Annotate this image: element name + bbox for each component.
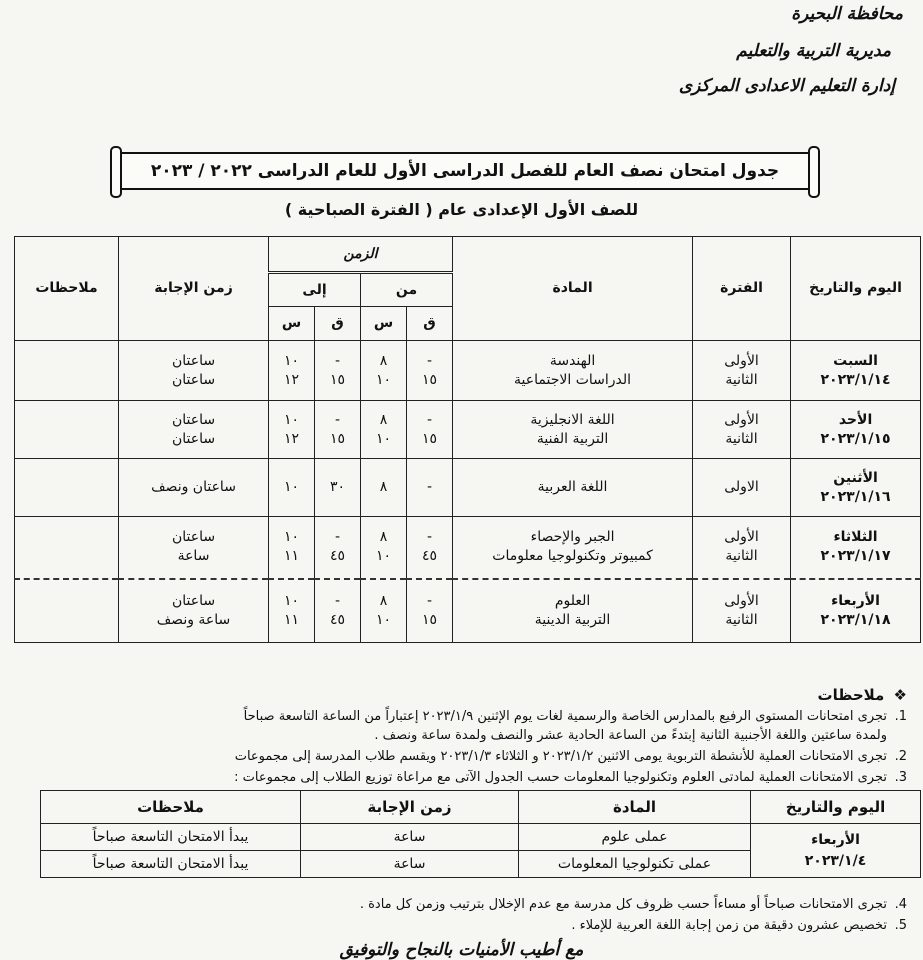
table-row bbox=[15, 341, 921, 401]
to-minutes-cell bbox=[315, 401, 361, 459]
period-value: الثانية bbox=[725, 611, 758, 628]
note-item-2 bbox=[27, 748, 907, 766]
header-period: الفترة bbox=[693, 237, 791, 341]
subject-value: الجبر والإحصاء bbox=[530, 529, 615, 546]
time-value: - bbox=[427, 529, 433, 546]
time-value: ٤٥ bbox=[330, 611, 346, 628]
subject-value: اللغة العربية bbox=[537, 479, 608, 496]
from-minutes-cell bbox=[407, 459, 453, 517]
practical-header-duration: زمن الإجابة bbox=[301, 791, 519, 824]
to-hours-cell bbox=[269, 579, 315, 643]
subject-cell bbox=[453, 401, 693, 459]
from-hours-cell bbox=[361, 459, 407, 517]
period-cell bbox=[693, 401, 791, 459]
page-title: جدول امتحان نصف العام للفصل الدراسى الأول للعام الدراسى ٢٠٢٢ / ٢٠٢٣ bbox=[150, 161, 780, 181]
note-text: تجرى الامتحانات العملية لمادتى العلوم وتكنولوجيا المعلومات حسب الجدول الآتى مع مراعاة توزيع الطلاب إلى مجموعات : bbox=[234, 770, 887, 785]
time-value: - bbox=[427, 411, 433, 428]
subject-cell bbox=[453, 517, 693, 579]
note-text: تجرى امتحانات المستوى الرفيع بالمدارس الخاصة والرسمية لغات يوم الإثنين ٢٠٢٣/١/٩ إعتباراً من الساعة التاسعة صباحاً bbox=[243, 709, 887, 724]
practical-subject: عملى علوم bbox=[519, 824, 751, 851]
time-value: ١١ bbox=[284, 548, 300, 565]
period-cell bbox=[693, 579, 791, 643]
header-to-minutes: ق bbox=[315, 307, 361, 341]
period-value: الثانية bbox=[725, 548, 758, 565]
to-hours-cell bbox=[269, 517, 315, 579]
duration-value: ساعتان bbox=[171, 371, 216, 388]
time-value: ٨ bbox=[379, 592, 388, 609]
from-minutes-cell bbox=[407, 579, 453, 643]
practical-day-date-cell bbox=[751, 824, 921, 878]
table-row bbox=[15, 517, 921, 579]
time-value: ١٢ bbox=[284, 430, 300, 447]
time-value: ٤٥ bbox=[422, 548, 438, 565]
duration-cell bbox=[119, 517, 269, 579]
practical-subject: عملى تكنولوجيا المعلومات bbox=[519, 851, 751, 878]
time-value: ١٠ bbox=[284, 352, 300, 369]
page-subtitle: للصف الأول الإعدادى عام ( الفترة الصباحية ) bbox=[284, 200, 639, 219]
day-date-cell bbox=[791, 341, 921, 401]
subject-value: التربية الفنية bbox=[536, 430, 609, 447]
time-value: ١٠ bbox=[284, 411, 300, 428]
time-value: - bbox=[427, 352, 433, 369]
header-notes: ملاحظات bbox=[15, 237, 119, 341]
period-value: الأولى bbox=[724, 529, 759, 546]
day-date-cell bbox=[791, 517, 921, 579]
notes-cell bbox=[15, 517, 119, 579]
note-number: 1. bbox=[894, 709, 907, 724]
day-name: الأحد bbox=[838, 411, 873, 428]
from-hours-cell bbox=[361, 517, 407, 579]
note-text: تجرى الامتحانات العملية للأنشطة التربوية يومى الاثنين ٢٠٢٣/١/٢ و الثلاثاء ٢٠٢٣/١/٣ ويقسم طلاب المدرسة إلى مجموعات bbox=[234, 749, 887, 764]
note-item-5 bbox=[27, 918, 907, 933]
table-row bbox=[41, 824, 921, 851]
time-value: ١٢ bbox=[284, 371, 300, 388]
time-value: - bbox=[427, 479, 433, 496]
diamond-bullet-icon: ❖ bbox=[893, 686, 907, 704]
day-name: الأربعاء bbox=[831, 592, 880, 609]
subject-value: التربية الدينية bbox=[534, 611, 611, 628]
notes-heading bbox=[818, 686, 908, 704]
time-value: - bbox=[335, 529, 341, 546]
note-text: تجرى الامتحانات صباحاً أو مساءاً حسب ظروف كل مدرسة مع عدم الإخلال بترتيب وزمن كل مادة . bbox=[359, 897, 887, 912]
time-value: ٨ bbox=[379, 529, 388, 546]
time-value: ٨ bbox=[379, 352, 388, 369]
notes-cell bbox=[15, 459, 119, 517]
note-item-3 bbox=[27, 769, 907, 787]
subject-value: الهندسة bbox=[549, 352, 596, 369]
period-value: الاولى bbox=[724, 479, 759, 496]
subject-cell bbox=[453, 459, 693, 517]
subject-value: العلوم bbox=[554, 592, 591, 609]
day-name: السبت bbox=[833, 352, 878, 369]
duration-cell bbox=[119, 579, 269, 643]
time-value: ١٠ bbox=[376, 430, 392, 447]
period-value: الأولى bbox=[724, 411, 759, 428]
period-value: الأولى bbox=[724, 352, 759, 369]
to-minutes-cell bbox=[315, 579, 361, 643]
time-value: ١٠ bbox=[284, 479, 300, 496]
header-to-hours: س bbox=[269, 307, 315, 341]
duration-value: ساعتان bbox=[171, 352, 216, 369]
note-number: 2. bbox=[894, 749, 907, 764]
time-value: ١٥ bbox=[422, 611, 438, 628]
header-to: إلى bbox=[269, 273, 361, 307]
subject-value: اللغة الانجليزية bbox=[530, 411, 615, 428]
period-cell bbox=[693, 517, 791, 579]
from-minutes-cell bbox=[407, 401, 453, 459]
duration-value: ساعة bbox=[177, 548, 210, 565]
note-item-1 bbox=[27, 708, 907, 726]
header-day-date: اليوم والتاريخ bbox=[791, 237, 921, 341]
administration-name: إدارة التعليم الاعدادى المركزى bbox=[678, 76, 895, 96]
time-value: ١٥ bbox=[422, 371, 438, 388]
day-name: الأثنين bbox=[833, 469, 878, 486]
practical-duration: ساعة bbox=[301, 824, 519, 851]
period-cell bbox=[693, 341, 791, 401]
practical-header-notes: ملاحظات bbox=[41, 791, 301, 824]
subject-cell bbox=[453, 341, 693, 401]
time-value: ٣٠ bbox=[330, 479, 346, 496]
table-row bbox=[15, 579, 921, 643]
exam-date: ٢٠٢٣/١/١٤ bbox=[820, 371, 891, 388]
note-number: 5. bbox=[894, 918, 907, 933]
note-number: 4. bbox=[894, 897, 907, 912]
time-value: ١٥ bbox=[422, 430, 438, 447]
to-hours-cell bbox=[269, 401, 315, 459]
notes-cell bbox=[15, 579, 119, 643]
duration-cell bbox=[119, 341, 269, 401]
practical-note: يبدأ الامتحان التاسعة صباحاً bbox=[41, 824, 301, 851]
from-minutes-cell bbox=[407, 341, 453, 401]
duration-value: ساعة ونصف bbox=[156, 611, 231, 628]
subject-cell bbox=[453, 579, 693, 643]
duration-cell bbox=[119, 401, 269, 459]
practical-exam-table bbox=[40, 790, 921, 878]
exam-date: ٢٠٢٣/١/١٧ bbox=[820, 548, 891, 565]
closing-wishes: مع أطيب الأمنيات بالنجاح والتوفيق bbox=[339, 940, 584, 960]
day-date-cell bbox=[791, 579, 921, 643]
note-item-1-continued bbox=[27, 727, 887, 745]
practical-header-subject: المادة bbox=[519, 791, 751, 824]
to-minutes-cell bbox=[315, 341, 361, 401]
from-hours-cell bbox=[361, 401, 407, 459]
duration-value: ساعتان ونصف bbox=[151, 479, 236, 496]
header-from-minutes: ق bbox=[407, 307, 453, 341]
exam-schedule-table bbox=[14, 236, 921, 643]
day-name: الأربعاء bbox=[811, 831, 860, 848]
practical-note: يبدأ الامتحان التاسعة صباحاً bbox=[41, 851, 301, 878]
title-banner bbox=[118, 152, 812, 190]
table-row bbox=[15, 459, 921, 517]
directorate-name: مديرية التربية والتعليم bbox=[736, 41, 891, 61]
time-value: ١١ bbox=[284, 611, 300, 628]
time-value: - bbox=[335, 411, 341, 428]
header-block bbox=[679, 6, 905, 95]
note-item-4 bbox=[27, 897, 907, 912]
practical-duration: ساعة bbox=[301, 851, 519, 878]
time-value: ٤٥ bbox=[330, 548, 346, 565]
to-minutes-cell bbox=[315, 517, 361, 579]
time-value: ١٥ bbox=[330, 371, 346, 388]
duration-cell bbox=[119, 459, 269, 517]
note-text: تخصيص عشرون دقيقة من زمن إجابة اللغة العربية للإملاء . bbox=[571, 918, 887, 933]
period-value: الأولى bbox=[724, 592, 759, 609]
header-from: من bbox=[361, 273, 453, 307]
day-name: الثلاثاء bbox=[833, 529, 878, 546]
notes-cell bbox=[15, 341, 119, 401]
subject-value: كمبيوتر وتكنولوجيا معلومات bbox=[492, 548, 653, 565]
exam-date: ٢٠٢٣/١/٤ bbox=[804, 852, 867, 869]
from-hours-cell bbox=[361, 341, 407, 401]
exam-date: ٢٠٢٣/١/١٥ bbox=[820, 430, 891, 447]
day-date-cell bbox=[791, 459, 921, 517]
time-value: ١٥ bbox=[330, 430, 346, 447]
header-subject: المادة bbox=[453, 237, 693, 341]
time-value: ١٠ bbox=[284, 592, 300, 609]
time-value: ٨ bbox=[379, 479, 388, 496]
note-number: 3. bbox=[894, 770, 907, 785]
exam-date: ٢٠٢٣/١/١٨ bbox=[820, 611, 891, 628]
to-minutes-cell bbox=[315, 459, 361, 517]
from-hours-cell bbox=[361, 579, 407, 643]
to-hours-cell bbox=[269, 341, 315, 401]
time-value: ١٠ bbox=[376, 371, 392, 388]
time-value: - bbox=[427, 592, 433, 609]
table-row bbox=[15, 401, 921, 459]
notes-title: ملاحظات bbox=[817, 686, 885, 704]
header-time: الزمن bbox=[269, 237, 453, 273]
exam-date: ٢٠٢٣/١/١٦ bbox=[820, 488, 891, 505]
time-value: ١٠ bbox=[376, 548, 392, 565]
duration-value: ساعتان bbox=[171, 411, 216, 428]
header-duration: زمن الإجابة bbox=[119, 237, 269, 341]
time-value: - bbox=[335, 592, 341, 609]
duration-value: ساعتان bbox=[171, 592, 216, 609]
time-value: ١٠ bbox=[284, 529, 300, 546]
duration-value: ساعتان bbox=[171, 430, 216, 447]
practical-header-day-date: اليوم والتاريخ bbox=[751, 791, 921, 824]
note-text: ولمدة ساعتين واللغة الأجنبية الثانية إبتدءً من الساعة الحادية عشر والنصف ولمدة ساعة ونصف . bbox=[374, 728, 887, 743]
period-value: الثانية bbox=[725, 371, 758, 388]
time-value: - bbox=[335, 352, 341, 369]
from-minutes-cell bbox=[407, 517, 453, 579]
period-value: الثانية bbox=[725, 430, 758, 447]
header-from-hours: س bbox=[361, 307, 407, 341]
to-hours-cell bbox=[269, 459, 315, 517]
duration-value: ساعتان bbox=[171, 529, 216, 546]
subject-value: الدراسات الاجتماعية bbox=[514, 371, 632, 388]
notes-cell bbox=[15, 401, 119, 459]
governorate-name: محافظة البحيرة bbox=[791, 4, 903, 24]
period-cell bbox=[693, 459, 791, 517]
time-value: ٨ bbox=[379, 411, 388, 428]
time-value: ١٠ bbox=[376, 611, 392, 628]
day-date-cell bbox=[791, 401, 921, 459]
